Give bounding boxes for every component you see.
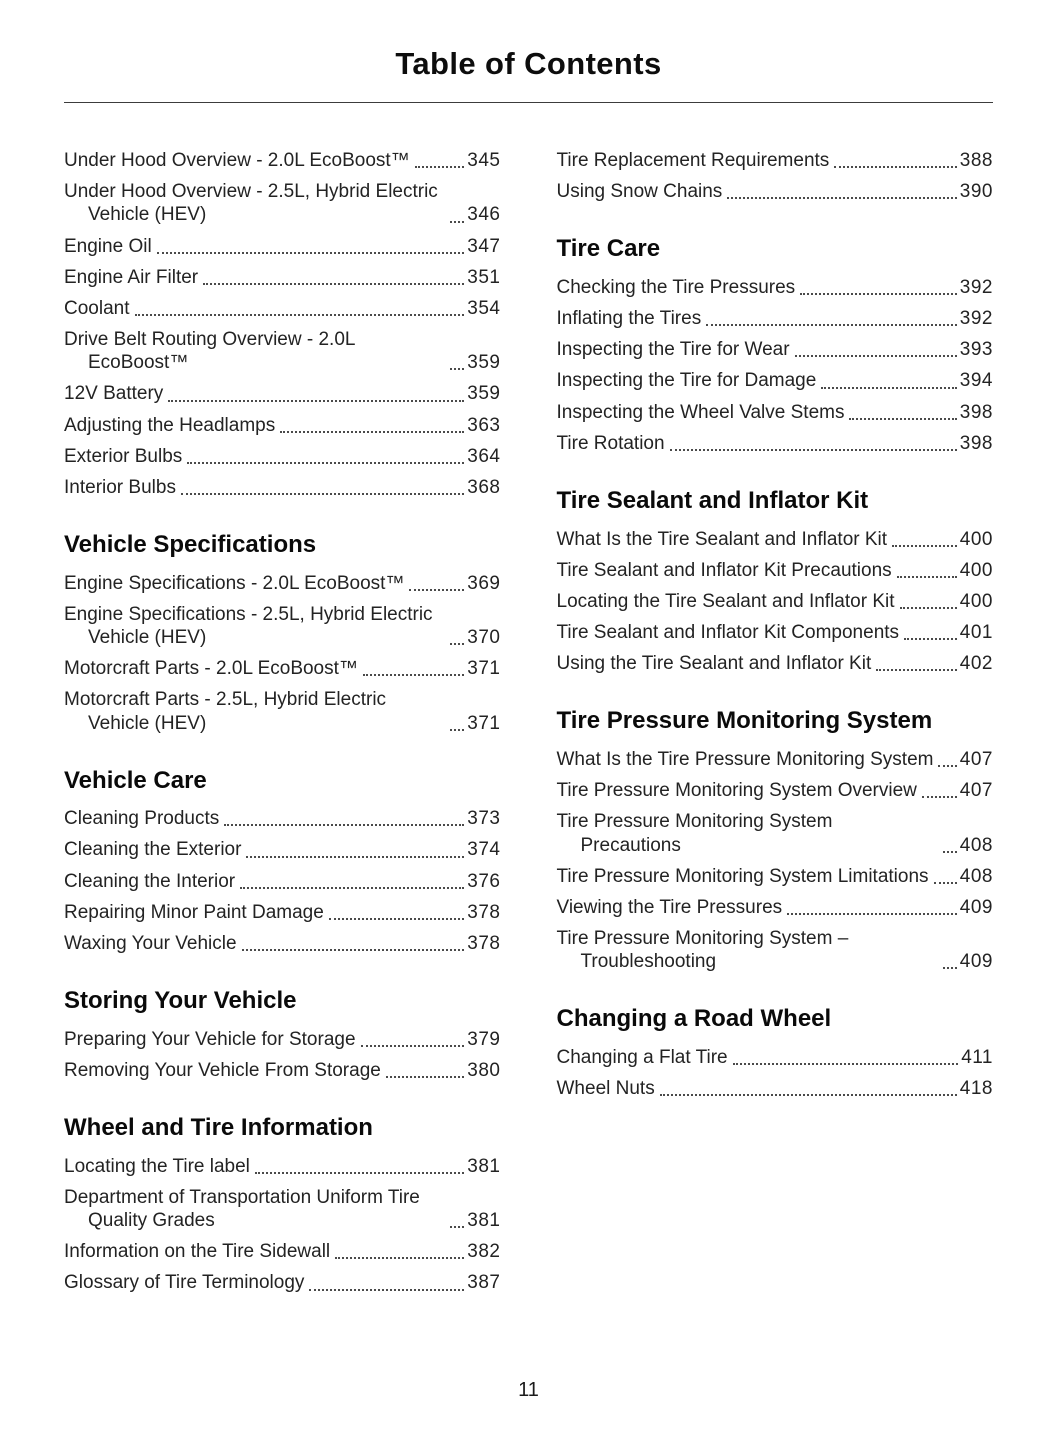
toc-entry	[64, 603, 501, 649]
toc-entry	[64, 1028, 501, 1051]
toc-entry	[557, 149, 994, 172]
toc-entry-dot-leader	[415, 166, 465, 168]
toc-entry-label: Engine Specifications - 2.0L EcoBoost™	[64, 572, 405, 594]
toc-section-storing-your-vehicle	[64, 987, 501, 1082]
toc-entry-dot-leader	[733, 1063, 959, 1065]
toc-entry-label: Repairing Minor Paint Damage	[64, 901, 324, 923]
section-heading: Storing Your Vehicle	[64, 987, 297, 1015]
toc-entry	[64, 657, 501, 680]
toc-section-changing-a-road-wheel	[557, 1005, 994, 1100]
toc-entry-label: What Is the Tire Sealant and Inflator Kit	[556, 528, 888, 550]
section-heading: Wheel and Tire Information	[64, 1114, 373, 1142]
toc-entry-label: Engine Air Filter	[64, 266, 199, 288]
toc-entry	[557, 1077, 994, 1100]
toc-entry-dot-leader	[363, 674, 464, 676]
toc-entry	[64, 180, 501, 226]
toc-entry	[64, 266, 501, 289]
toc-entry	[64, 1186, 501, 1232]
toc-entry	[557, 652, 994, 675]
toc-entry-label: Cleaning Products	[64, 808, 220, 830]
toc-entry-label: What Is the Tire Pressure Monitoring System	[556, 749, 934, 771]
toc-entry-page-number: 378	[467, 932, 501, 954]
toc-entry	[64, 382, 501, 405]
toc-entry-dot-leader	[329, 918, 465, 920]
toc-entry-page-number: 359	[467, 383, 501, 405]
section-heading: Tire Sealant and Inflator Kit	[556, 486, 869, 514]
toc-entry-label: Coolant	[64, 297, 130, 319]
toc-entry-dot-leader	[181, 493, 464, 495]
toc-entry-label: Department of Transportation Uniform Tire Quality Grades	[64, 1186, 420, 1232]
toc-entry-page-number: 398	[959, 432, 993, 454]
toc-entry-dot-leader	[922, 796, 957, 798]
toc-entry-dot-leader	[242, 949, 465, 951]
toc-entry	[557, 528, 994, 551]
toc-entry-label: Inflating the Tires	[556, 308, 702, 330]
toc-section-vehicle-specifications	[64, 531, 501, 735]
toc-entry-page-number: 382	[467, 1241, 501, 1263]
toc-entry	[557, 896, 994, 919]
toc-entry	[64, 572, 501, 595]
toc-entry-page-number: 381	[467, 1210, 501, 1232]
toc-entry	[557, 432, 994, 455]
toc-entry-label: Tire Sealant and Inflator Kit Components	[556, 622, 900, 644]
toc-entry	[557, 338, 994, 361]
toc-entry	[64, 297, 501, 320]
toc-entry-label: Tire Replacement Requirements	[556, 150, 830, 171]
toc-entry-dot-leader	[934, 882, 957, 884]
toc-entry-dot-leader	[255, 1172, 464, 1174]
toc-entry-label: Engine Oil	[64, 235, 152, 257]
toc-entry	[557, 779, 994, 802]
toc-entry-dot-leader	[335, 1257, 464, 1259]
toc-entry-dot-leader	[787, 913, 957, 915]
toc-entry	[557, 865, 994, 888]
toc-entry-dot-leader	[800, 293, 957, 295]
toc-entry-label: Under Hood Overview - 2.0L EcoBoost™	[64, 150, 410, 171]
toc-entry-dot-leader	[900, 607, 957, 609]
toc-entry	[64, 901, 501, 924]
toc-entry-page-number: 387	[467, 1272, 501, 1294]
toc-entry-page-number: 346	[467, 204, 501, 226]
toc-entry	[64, 1240, 501, 1263]
toc-entry	[64, 1271, 501, 1294]
toc-entry-page-number: 371	[467, 712, 501, 734]
toc-entry-page-number: 392	[959, 276, 993, 298]
toc-entry-dot-leader	[409, 589, 464, 591]
page-header	[64, 46, 993, 103]
section-heading: Changing a Road Wheel	[556, 1005, 832, 1033]
toc-entry	[64, 476, 501, 499]
toc-section	[64, 149, 501, 499]
toc-section-tire-sealant-and-inflator-kit	[557, 487, 994, 675]
toc-entry	[557, 559, 994, 582]
toc-entry	[557, 927, 994, 973]
section-heading: Vehicle Care	[64, 766, 207, 794]
toc-entry-label: Cleaning the Interior	[64, 870, 236, 892]
toc-entry-label: Preparing Your Vehicle for Storage	[64, 1028, 356, 1050]
section-heading: Vehicle Specifications	[64, 531, 317, 559]
toc-entry-page-number: 418	[959, 1078, 993, 1100]
toc-entry	[557, 621, 994, 644]
toc-entry-dot-leader	[943, 851, 957, 853]
toc-entry-dot-leader	[309, 1289, 464, 1291]
toc-entry-dot-leader	[943, 967, 957, 969]
toc-entry-label: Tire Pressure Monitoring System – Troubleshooting	[556, 928, 849, 973]
toc-entry	[557, 401, 994, 424]
section-heading: Tire Care	[556, 235, 661, 263]
toc-entry-dot-leader	[795, 355, 957, 357]
toc-entry-label: Checking the Tire Pressures	[556, 276, 796, 298]
toc-entry	[64, 149, 501, 172]
toc-entry-label: Cleaning the Exterior	[64, 839, 242, 861]
toc-entry-dot-leader	[203, 283, 464, 285]
toc-entry-page-number: 354	[467, 297, 501, 319]
toc-entry-page-number: 347	[467, 235, 501, 257]
toc-entry-dot-leader	[834, 166, 956, 168]
toc-entry-label: Inspecting the Tire for Wear	[556, 339, 790, 361]
toc-entry-dot-leader	[876, 669, 957, 671]
toc-entry	[64, 838, 501, 861]
toc-entry-page-number: 368	[467, 476, 501, 498]
toc-columns	[64, 149, 993, 1303]
toc-entry-label: Drive Belt Routing Overview - 2.0L EcoBoost™	[64, 329, 355, 374]
title-divider	[64, 102, 993, 103]
toc-entry-page-number: 392	[959, 308, 993, 330]
toc-entry-label: Tire Pressure Monitoring System Limitations	[556, 865, 929, 887]
toc-section-tire-pressure-monitoring-system	[557, 707, 994, 973]
toc-entry-dot-leader	[938, 765, 956, 767]
toc-entry-dot-leader	[224, 824, 464, 826]
toc-entry-dot-leader	[450, 643, 464, 645]
toc-entry-page-number: 381	[467, 1155, 501, 1177]
toc-entry-dot-leader	[892, 545, 957, 547]
toc-entry-label: Wheel Nuts	[556, 1078, 655, 1100]
toc-entry-label: Inspecting the Tire for Damage	[556, 370, 817, 392]
toc-entry-page-number: 370	[467, 627, 501, 648]
toc-entry-label: Locating the Tire label	[64, 1155, 250, 1177]
toc-entry-label: Tire Sealant and Inflator Kit Precautions	[556, 559, 892, 581]
toc-entry-page-number: 408	[959, 834, 993, 856]
toc-entry	[557, 748, 994, 771]
toc-entry-page-number: 394	[959, 370, 993, 392]
toc-entry-dot-leader	[849, 418, 956, 420]
toc-entry-label: Viewing the Tire Pressures	[556, 896, 783, 918]
toc-entry-page-number: 363	[467, 414, 501, 436]
toc-entry-label: Tire Rotation	[556, 432, 665, 454]
toc-entry-label: Locating the Tire Sealant and Inflator Kit	[556, 590, 895, 612]
toc-entry-dot-leader	[135, 314, 465, 316]
toc-section-tire-care	[557, 235, 994, 455]
toc-entry-page-number: 402	[959, 653, 993, 675]
toc-entry-label: Using Snow Chains	[556, 181, 723, 203]
section-heading: Tire Pressure Monitoring System	[556, 707, 933, 735]
toc-entry-dot-leader	[660, 1094, 957, 1096]
toc-entry-label: Waxing Your Vehicle	[64, 932, 237, 954]
toc-entry-page-number: 373	[467, 808, 501, 830]
toc-entry-page-number: 376	[467, 870, 501, 892]
toc-entry-page-number: 351	[467, 266, 501, 288]
toc-entry-label: Removing Your Vehicle From Storage	[64, 1059, 381, 1081]
toc-entry-dot-leader	[246, 856, 464, 858]
toc-entry-dot-leader	[450, 368, 464, 370]
toc-entry-page-number: 407	[959, 749, 993, 771]
toc-entry-page-number: 345	[467, 150, 501, 171]
toc-entry	[557, 369, 994, 392]
toc-entry	[64, 235, 501, 258]
toc-entry	[64, 1059, 501, 1082]
toc-entry-page-number: 371	[467, 658, 501, 680]
toc-entry-label: Adjusting the Headlamps	[64, 414, 276, 436]
toc-entry	[64, 870, 501, 893]
toc-entry-label: Interior Bulbs	[64, 476, 176, 498]
toc-entry	[557, 590, 994, 613]
toc-column-left	[64, 149, 501, 1303]
toc-entry-dot-leader	[450, 729, 464, 731]
toc-entry-label: Exterior Bulbs	[64, 445, 183, 467]
toc-entry-label: Changing a Flat Tire	[556, 1046, 728, 1068]
toc-entry-dot-leader	[897, 576, 957, 578]
toc-entry	[64, 807, 501, 830]
toc-entry-page-number: 364	[467, 445, 501, 467]
toc-entry-dot-leader	[706, 324, 957, 326]
toc-entry	[64, 688, 501, 734]
toc-entry-page-number: 411	[961, 1046, 993, 1068]
toc-entry-label: Motorcraft Parts - 2.5L, Hybrid Electric Vehicle (HEV)	[64, 689, 387, 734]
toc-entry	[557, 180, 994, 203]
toc-entry-page-number: 400	[959, 590, 993, 612]
toc-entry-dot-leader	[386, 1076, 464, 1078]
toc-entry-page-number: 401	[959, 622, 993, 644]
toc-entry-label: Motorcraft Parts - 2.0L EcoBoost™	[64, 658, 358, 680]
toc-column-right	[557, 149, 994, 1108]
toc-entry	[64, 328, 501, 374]
toc-entry-dot-leader	[670, 449, 957, 451]
toc-entry-dot-leader	[361, 1045, 465, 1047]
toc-entry-label: Under Hood Overview - 2.5L, Hybrid Electric Vehicle (HEV)	[64, 181, 438, 226]
toc-entry-dot-leader	[450, 1226, 464, 1228]
toc-entry-label: Using the Tire Sealant and Inflator Kit	[556, 653, 872, 675]
toc-entry-dot-leader	[904, 638, 957, 640]
toc-entry	[557, 1046, 994, 1069]
toc-entry-page-number: 378	[467, 901, 501, 923]
toc-entry-label: Information on the Tire Sidewall	[64, 1241, 331, 1263]
toc-entry-page-number: 379	[467, 1028, 501, 1050]
toc-entry-page-number: 390	[959, 181, 993, 203]
toc-entry-page-number: 409	[959, 951, 993, 973]
toc-entry-page-number: 409	[959, 896, 993, 918]
toc-entry-dot-leader	[187, 462, 464, 464]
toc-entry-dot-leader	[450, 221, 464, 223]
toc-entry-label: Glossary of Tire Terminology	[64, 1272, 305, 1294]
toc-section-vehicle-care	[64, 767, 501, 955]
footer-page-number: 11	[518, 1379, 539, 1401]
toc-entry	[64, 1155, 501, 1178]
toc-entry-page-number: 407	[959, 780, 993, 802]
toc-entry-dot-leader	[821, 387, 956, 389]
toc-entry-dot-leader	[168, 400, 464, 402]
toc-entry	[557, 810, 994, 856]
toc-entry	[64, 414, 501, 437]
toc-entry	[64, 445, 501, 468]
toc-entry-page-number: 398	[959, 401, 993, 423]
toc-entry-dot-leader	[727, 197, 956, 199]
toc-entry	[557, 276, 994, 299]
toc-entry-page-number: 380	[467, 1059, 501, 1081]
toc-entry-page-number: 400	[959, 528, 993, 550]
toc-entry-label: Tire Pressure Monitoring System Overview	[556, 780, 917, 802]
toc-entry-label: 12V Battery	[64, 383, 164, 405]
toc-entry-page-number: 408	[959, 865, 993, 887]
toc-entry-label: Engine Specifications - 2.5L, Hybrid Electric Vehicle (HEV)	[64, 603, 433, 648]
toc-entry-page-number: 400	[959, 559, 993, 581]
toc-entry	[64, 932, 501, 955]
toc-section-wheel-and-tire-information	[64, 1114, 501, 1294]
toc-section	[557, 149, 994, 203]
toc-entry-dot-leader	[280, 431, 464, 433]
toc-entry-label: Tire Pressure Monitoring System Precautions	[556, 811, 833, 856]
toc-entry-page-number: 359	[467, 352, 501, 374]
toc-entry-page-number: 388	[959, 150, 993, 171]
toc-entry-dot-leader	[157, 252, 465, 254]
page-title: Table of Contents	[395, 46, 662, 81]
toc-entry-dot-leader	[240, 887, 464, 889]
toc-entry-label: Inspecting the Wheel Valve Stems	[556, 401, 845, 423]
toc-entry	[557, 307, 994, 330]
toc-entry-page-number: 369	[467, 572, 501, 594]
toc-entry-page-number: 393	[959, 339, 993, 361]
toc-entry-page-number: 374	[467, 839, 501, 861]
